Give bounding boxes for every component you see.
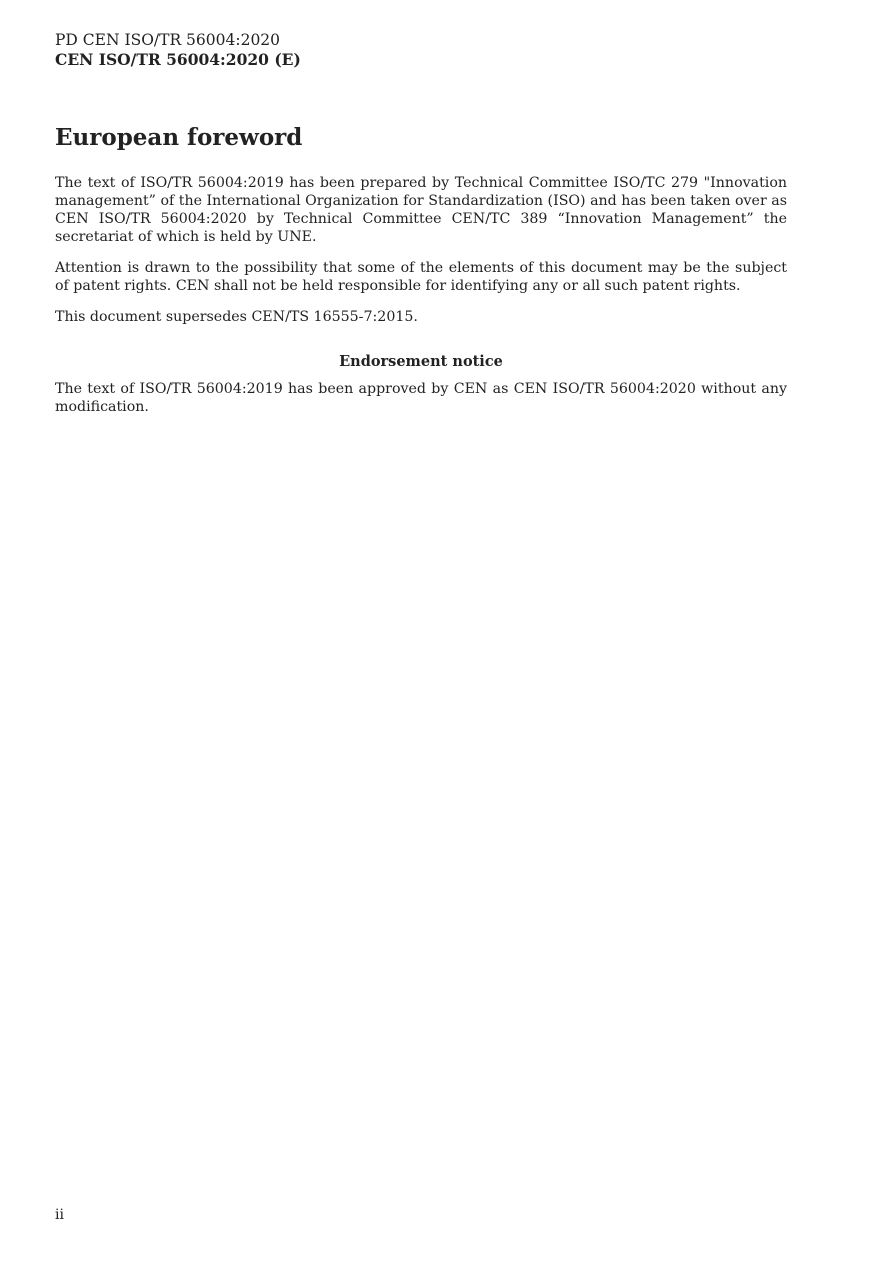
page-number: ii [55,1207,64,1223]
header-standard-edition: CEN ISO/TR 56004:2020 (E) [55,50,301,69]
endorsement-heading: Endorsement notice [339,353,503,370]
foreword-paragraph-3: This document supersedes CEN/TS 16555-7:2015. [55,309,418,325]
header-standard-number: PD CEN ISO/TR 56004:2020 [55,31,281,49]
page-header [55,30,795,70]
foreword-paragraph-2: Attention is drawn to the possibility that some of the elements of this document may be the subject of patent rights. CEN shall not be held responsible for identifying any or all such patent rights. [55,260,787,294]
section-title: European foreword [55,124,303,151]
page-content [55,122,787,429]
endorsement-paragraph: The text of ISO/TR 56004:2019 has been approved by CEN as CEN ISO/TR 56004:2020 without any modification. [55,381,787,415]
foreword-paragraph-1: The text of ISO/TR 56004:2019 has been prepared by Technical Committee ISO/TC 279 "Innovation management” of the International Organization for Standardization (ISO) and has been taken over as CEN ISO/TR 56004:2020 by Technical Committee CEN/TC 389 “Innovation Management” the secretariat of which is held by UNE. [55,175,787,245]
